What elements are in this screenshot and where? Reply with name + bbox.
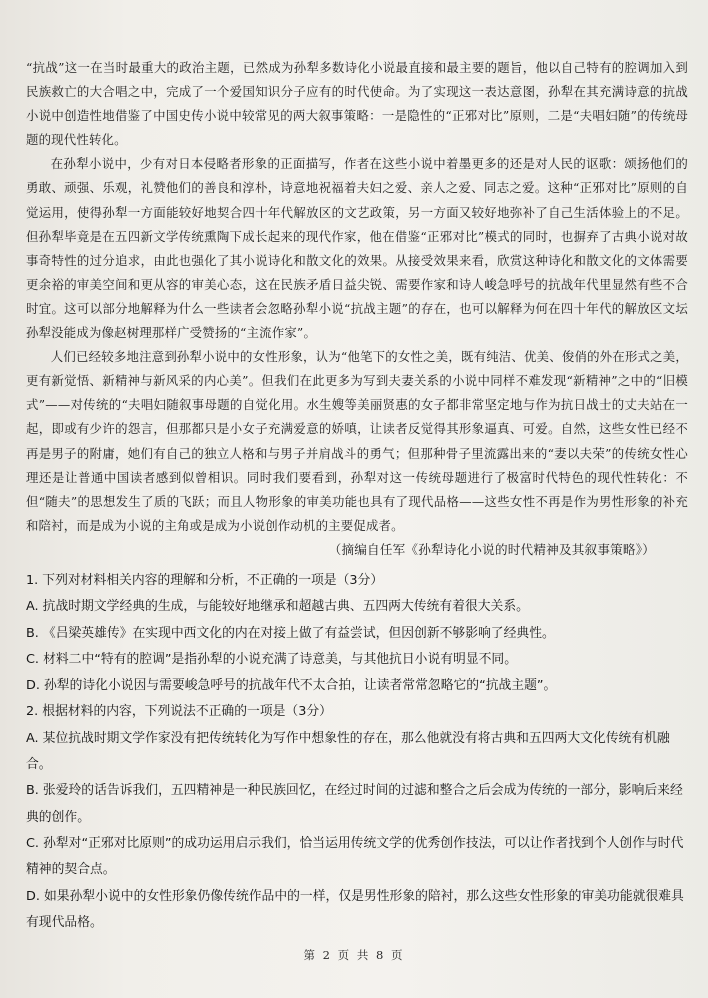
passage-source-citation: （摘编自任军《孙犁诗化小说的时代精神及其叙事策略》）: [328, 542, 655, 557]
passage-paragraph-3: 人们已经较多地注意到孙犁小说中的女性形象，认为“他笔下的女性之美，既有纯洁、优美、俊俏的外在形式之美，更有新觉悟、新精神与新风采的内心美”。但我们在此更多为写到夫妻关系的小说中同样不难发现“新精神”之中的“旧模式”——对传统的“夫唱妇随叙事母题的自觉化用。水生嫂等美丽贤惠的女子都非常坚定地与作为抗日战士的丈夫站在一起，即或有少许的怨言，但那都只是小女子充满爱意的娇嗔，让读者反觉得其形象逼真、可爱。自然，这些女性已经不再是男子的附庸，她们有自己的独立人格和与男子并肩战斗的勇气；但那种骨子里流露出来的“妻以夫荣”的传统女性心理还是让普通中国读者感到似曾相识。同时我们要看到，孙犁对这一传统母题进行了极富时代特色的现代性转化：不但“随夫”的思想发生了质的飞跃；而且人物形象的审美功能也具有了现代品格——这些女性不再是作为男性形象的补充和陪衬，而是成为小说的主角或是成为小说创作动机的主要促成者。: [26, 349, 688, 533]
option-b: B. 张爱玲的话告诉我们，五四精神是一种民族回忆，在经过时间的过滤和整合之后会成为传统的一部分，影响后来经典的创作。: [26, 783, 683, 825]
option-c: C. 材料二中“特有的腔调”是指孙犁的小说充满了诗意美，与其他抗日小说有明显不同。: [26, 651, 518, 667]
reading-passage: [26, 56, 688, 538]
option-b: B. 《吕梁英雄传》在实现中西文化的内在对接上做了有益尝试，但因创新不够影响了经典性。: [26, 625, 555, 641]
option-d: D. 孙犁的诗化小说因与需要峻急呼号的抗战年代不太合拍，让读者常常忽略它的“抗战主题”。: [26, 678, 557, 694]
question-list: [26, 568, 688, 936]
question-stem: 2. 根据材料的内容，下列说法不正确的一项是（3分）: [26, 704, 332, 720]
option-a: A. 某位抗战时期文学作家没有把传统转化为写作中想象性的存在，那么他就没有将古典和五四两大文化传统有机融合。: [26, 730, 670, 773]
question-2: [26, 699, 688, 936]
question-1: [26, 568, 688, 699]
option-a: A. 抗战时期文学经典的生成，与能较好地继承和超越古典、五四两大传统有着很大关系。: [26, 599, 529, 615]
passage-paragraph-2: 在孙犁小说中，少有对日本侵略者形象的正面描写，作者在这些小说中着墨更多的还是对人民的讴歌：颂扬他们的勇敢、顽强、乐观，礼赞他们的善良和淳朴，诗意地祝福着夫妇之爱、亲人之爱、同志之爱。这种“正邪对比”原则的自觉运用，使得孙犁一方面能较好地契合四十年代解放区的文艺政策，另一方面又较好地弥补了自己生活体验上的不足。但孙犁毕竟是在五四新文学传统熏陶下成长起来的现代作家，他在借鉴“正邪对比”模式的同时，也摒弃了古典小说对故事奇特性的过分追求，由此也强化了其小说诗化和散文化的效果。从接受效果来看，欣赏这种诗化和散文化的文体需要更余裕的审美空间和更从容的审美心态，这在民族矛盾日益尖锐、需要作家和诗人峻急呼号的抗战年代里显然有些不合时宜。这可以部分地解释为什么一些读者会忽略孙犁小说“抗战主题”的存在，也可以解释为何在四十年代的解放区文坛孙犁没能成为像赵树理那样广受赞扬的“主流作家”。: [26, 156, 688, 341]
question-stem: 1. 下列对材料相关内容的理解和分析，不正确的一项是（3分）: [26, 573, 384, 588]
option-c: C. 孙犁对“正邪对比原则”的成功运用启示我们，恰当运用传统文学的优秀创作技法，可以让作者找到个人创作与时代精神的契合点。: [26, 835, 684, 878]
page-number-footer: 第 2 页 共 8 页: [303, 948, 405, 962]
passage-paragraph-1: “抗战”这一在当时最重大的政治主题，已然成为孙犁多数诗化小说最直接和最主要的题旨，他以自己特有的腔调加入到民族救亡的大合唱之中，完成了一个爱国知识分子应有的时代使命。为了实现这一表达意图，孙犁在其充满诗意的抗战小说中创造性地借鉴了中国史传小说中较常见的两大叙事策略：一是隐性的“正邪对比”原则，二是“夫唱妇随”的传统母题的现代性转化。: [26, 60, 688, 148]
option-d: D. 如果孙犁小说中的女性形象仍像传统作品中的一样，仅是男性形象的陪衬，那么这些女性形象的审美功能就很难具有现代品格。: [26, 888, 684, 930]
